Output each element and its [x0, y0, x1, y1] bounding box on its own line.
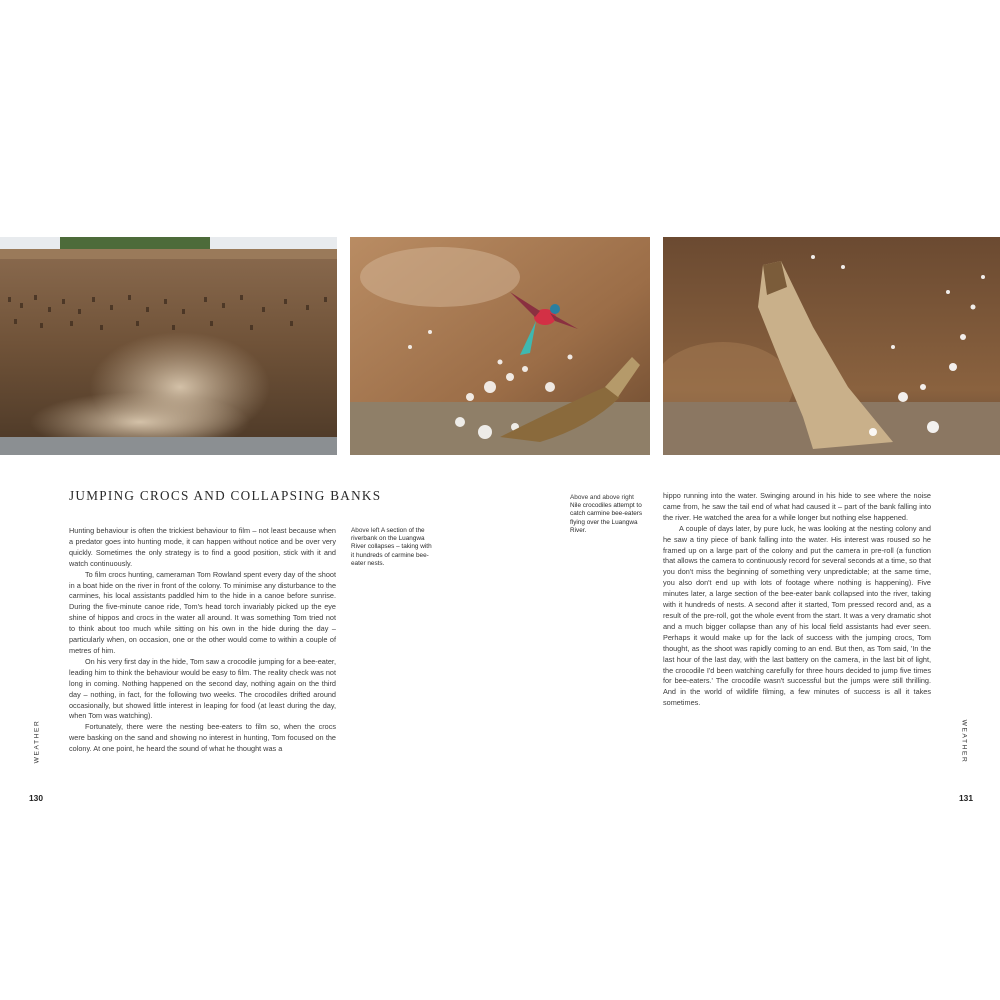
photo-croc-jumping — [663, 237, 1000, 455]
paragraph: hippo running into the water. Swinging around in his hide to see where the noise came from, he saw the tail end of what had caused it – part of the bank falling into the river. He watched the area for a while longer but nothing else happened. — [663, 491, 931, 522]
photo-riverbank-collapse — [0, 237, 337, 455]
photo-croc-bee-eater — [350, 237, 650, 455]
caption-label: Above left — [351, 527, 380, 534]
caption-text: Nile crocodiles attempt to catch carmine bee-eaters flying over the Luangwa River. — [570, 502, 643, 534]
paragraph: A couple of days later, by pure luck, he was looking at the nesting colony and he saw a tiny piece of bank falling into the water. His interest was roused so he framed up on a large part of the colony and put the camera in pre-roll (a function that allows the camera to continuously record for several seconds at a time, so that you don't miss the beginning of something very unpredictable; at the same time, you also don't end up with lots of footage where nothing is happening). Five minutes later, a large section of the bee-eater bank collapsed into the river, taking with it hundreds of nests. A second after it started, Tom pressed record and, as a result of the pre-roll, got the whole event from the start. It was a very dramatic shot and a much bigger collapse than any of his local field assistants had ever seen. Perhaps it would make up for the lack of success with the jumping crocs, Tom thought, as the shoot was rapidly coming to an end. But then, as Tom said, 'In the last hour of the last day, with the last battery on the camera, in the last bit of light, the crocodile I'd been watching carefully for three hours decided to jump five times for bee-eaters.' The crocodile wasn't successful but the jumps were still thrilling. And in the world of wildlife filming, a few minutes of success is all it takes sometimes. — [663, 523, 931, 708]
paragraph: Hunting behaviour is often the trickiest behaviour to film – not least because when a predator goes into hunting mode, it can happen without notice and be over very quickly. Sometimes the only strategy is to find a good position, stick with it and watch continuously. — [69, 526, 336, 568]
caption-label: Above and above right — [570, 494, 634, 501]
page-number-right: 131 — [959, 793, 973, 803]
running-head-right: WEATHER — [960, 719, 968, 764]
caption-text: A section of the riverbank on the Luangwa River collapses – taking with it hundreds of carmine bee-eater nests. — [351, 527, 432, 567]
body-column-right — [663, 491, 931, 709]
article-heading: JUMPING CROCS AND COLLAPSING BANKS — [69, 488, 382, 503]
body-column-left — [69, 526, 336, 755]
paragraph: To film crocs hunting, cameraman Tom Rowland spent every day of the shoot in a boat hide on the river in front of the colony. To minimise any disturbance to the carmines, his local assistants paddled him to the hide in a canoe before sunrise. During the five-minute canoe ride, Tom's head torch invariably picked up the eye shine of hippos and crocs in the water all around. It was something Tom tried not to think about too much while sitting on his own in the hide during the day – particularly when, on occasion, one or the other would come to within a couple of metres of him. — [69, 569, 336, 655]
caption-above-right — [570, 494, 644, 535]
page-number-left: 130 — [29, 793, 43, 803]
running-head-left: WEATHER — [33, 719, 41, 764]
paragraph: Fortunately, there were the nesting bee-eaters to film so, when the crocs were basking on the sand and showing no interest in hunting, Tom focused on the colony. At one point, he heard the sound of what he thought was a — [69, 722, 336, 754]
caption-above-left — [351, 527, 433, 568]
paragraph: On his very first day in the hide, Tom saw a crocodile jumping for a bee-eater, leading him to think the behaviour would be easy to film. The reality check was not long in coming. Nothing happened on the second day, nothing again on the third day – nothing, in fact, for the following two weeks. The crocodiles drifted around occasionally, but showed little interest in leaping for food (at least during the day, when Tom was watching). — [69, 656, 336, 721]
